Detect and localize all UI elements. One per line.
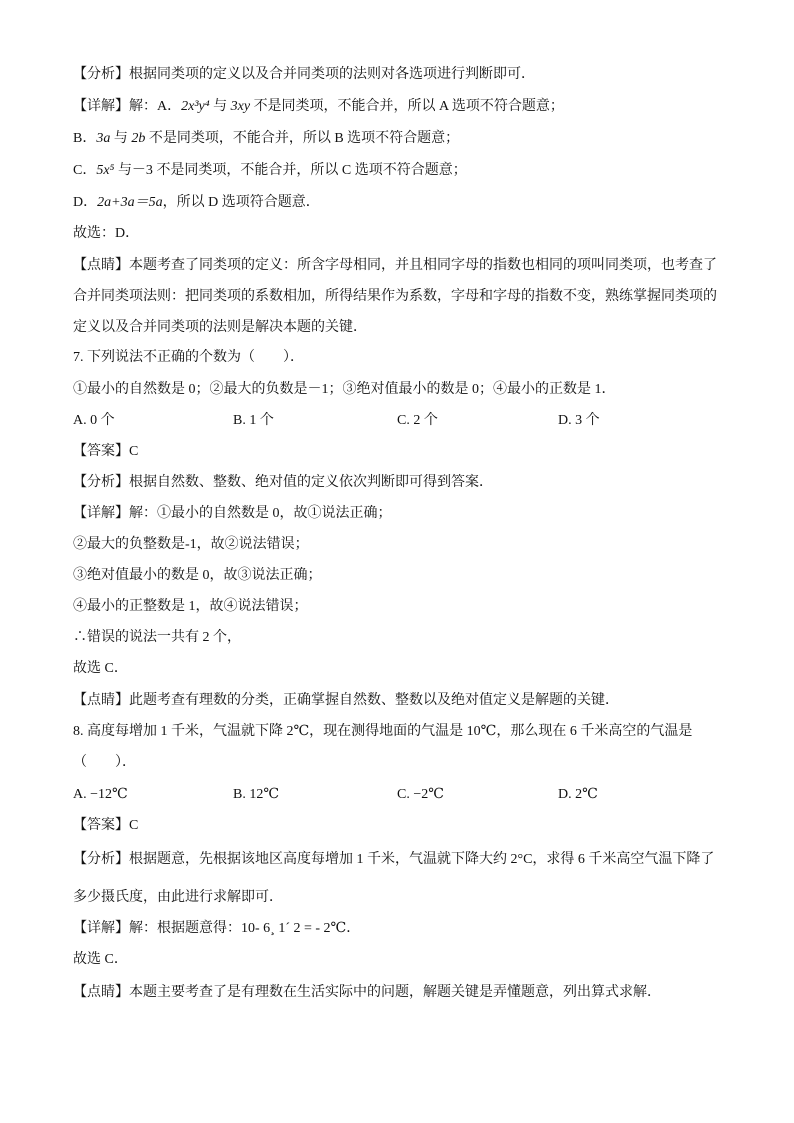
q6-detail-c-prefix: C． (73, 163, 97, 178)
q6-detail-d (73, 193, 320, 213)
q6-detail-c (73, 161, 467, 181)
q6-detail-d-prefix: D． (73, 195, 98, 210)
q6-detail-a-prefix: 【详解】解：A． (73, 99, 182, 114)
q6-detail-a-mid: 与 (209, 99, 231, 114)
q6-detail-b (73, 129, 459, 149)
q6-comment-line-2: 合并同类项法则：把同类项的系数相加，所得结果作为系数，字母和字母的指数不变，熟练掌握同类项的 (73, 289, 717, 304)
q6-detail-b-expr2: 2b (131, 131, 146, 146)
q8-answer: 【答案】C (73, 818, 139, 833)
q6-comment-line-1: 【点睛】本题考查了同类项的定义：所含字母相同，并且相同字母的指数也相同的项叫同类项，也考查了 (73, 258, 717, 273)
q7-detail-line-5: ∴错误的说法一共有 2 个， (73, 630, 241, 645)
q7-option-d: D. 3 个 (558, 413, 600, 428)
q6-analysis: 【分析】根据同类项的定义以及合并同类项的法则对各选项进行判断即可． (73, 67, 535, 82)
q8-option-b: B. 12℃ (233, 787, 279, 802)
q8-detail: 【详解】解：根据题意得：10- 6¸ 1´ 2 = - 2℃． (73, 921, 361, 936)
q6-detail-d-suffix: ，所以 D 选项符合题意． (162, 195, 320, 210)
q6-detail-a-expr1: 2x³y⁴ (181, 99, 210, 114)
q7-stem: 7. 下列说法不正确的个数为（ ）． (73, 350, 304, 365)
q6-detail-b-mid: 与 (110, 131, 132, 146)
q8-option-c: C. −2℃ (397, 787, 444, 802)
q6-comment-line-3: 定义以及合并同类项的法则是解决本题的关键． (73, 320, 367, 335)
q7-detail-line-4: ④最小的正整数是 1，故④说法错误； (73, 599, 308, 614)
q8-analysis-line-1: 【分析】根据题意，先根据该地区高度每增加 1 千米，气温就下降大约 2°C，求得 6 千米高空气温下降了 (73, 852, 715, 867)
q8-option-d: D. 2℃ (558, 787, 598, 802)
q8-analysis-line-2: 多少摄氏度，由此进行求解即可． (73, 890, 283, 905)
q7-option-c: C. 2 个 (397, 413, 438, 428)
q6-detail-a-suffix: 不是同类项，不能合并，所以 A 选项不符合题意； (250, 99, 564, 114)
q6-detail-b-prefix: B． (73, 131, 97, 146)
q6-detail-c-mid: 与－3 (114, 163, 157, 178)
q6-detail-b-suffix: 不是同类项，不能合并，所以 B 选项不符合题意； (145, 131, 460, 146)
q8-option-a: A. −12℃ (73, 787, 128, 802)
q6-detail-d-expr1: 2a+3a＝5a (97, 195, 163, 210)
q7-detail-line-1: 【详解】解：①最小的自然数是 0，故①说法正确； (73, 506, 392, 521)
q7-comment: 【点睛】此题考查有理数的分类，正确掌握自然数、整数以及绝对值定义是解题的关键． (73, 693, 619, 708)
q6-detail-b-expr1: 3a (96, 131, 111, 146)
q7-statements: ①最小的自然数是 0；②最大的负数是－1；③绝对值最小的数是 0；④最小的正数是 1． (73, 382, 616, 397)
q6-detail-a-expr2: 3xy (230, 99, 251, 114)
q6-detail-c-expr1: 5x⁵ (96, 163, 115, 178)
q8-choose: 故选 C． (73, 952, 128, 967)
q7-detail-line-3: ③绝对值最小的数是 0，故③说法正确； (73, 568, 322, 583)
q7-answer: 【答案】C (73, 444, 139, 459)
q7-detail-line-2: ②最大的负整数是-1，故②说法错误； (73, 537, 309, 552)
q8-stem-line-1: 8. 高度每增加 1 千米，气温就下降 2℃，现在测得地面的气温是 10℃，那么现在 6 千米高空的气温是 (73, 724, 693, 739)
q7-choose: 故选 C． (73, 661, 128, 676)
q8-stem-line-2: （ ）． (73, 755, 136, 770)
q6-choose: 故选：D． (73, 226, 140, 241)
q6-detail-c-suffix: 不是同类项，不能合并，所以 C 选项不符合题意； (156, 163, 467, 178)
q7-option-a: A. 0 个 (73, 413, 115, 428)
q7-analysis: 【分析】根据自然数、整数、绝对值的定义依次判断即可得到答案． (73, 475, 493, 490)
q8-comment: 【点睛】本题主要考查了是有理数在生活实际中的问题，解题关键是弄懂题意，列出算式求解． (73, 985, 661, 1000)
q7-option-b: B. 1 个 (233, 413, 274, 428)
q6-detail-a (73, 97, 564, 117)
